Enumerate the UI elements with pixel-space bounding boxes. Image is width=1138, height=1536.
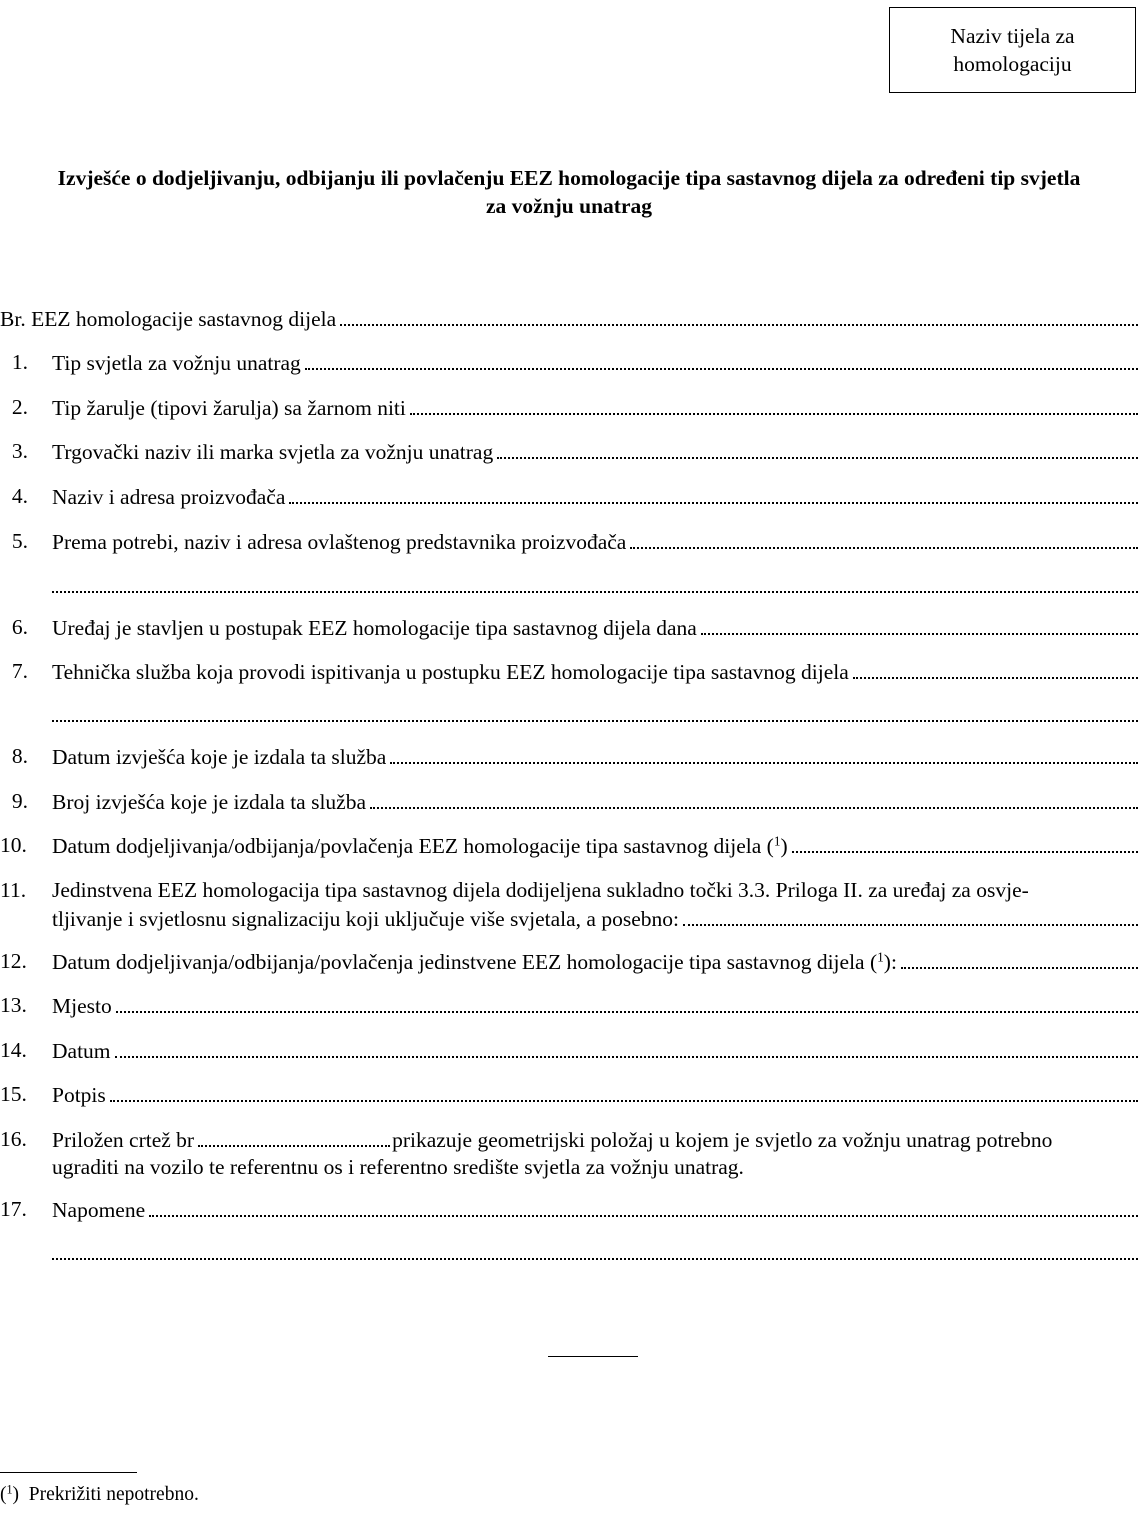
item-label: Datum dodjeljivanja/odbijanja/povlačenja EEZ homologacije tipa sastavnog dijela ($^1$) bbox=[52, 833, 788, 858]
item-number: 12. bbox=[0, 949, 27, 973]
remarks-field[interactable] bbox=[149, 1195, 1138, 1217]
approval-number-label: Br. EEZ homologacije sastavnog dijela bbox=[0, 307, 337, 331]
item-4-field[interactable] bbox=[289, 482, 1138, 504]
footnote-text: Prekrižiti nepotrebno. bbox=[28, 1484, 199, 1505]
item-17-continuation bbox=[0, 1238, 1138, 1266]
item-number: 6. bbox=[11, 615, 28, 639]
title-line2: za vožnju unatrag bbox=[485, 194, 653, 218]
item-number: 13. bbox=[0, 993, 27, 1017]
item-number: 15. bbox=[0, 1082, 27, 1106]
item-label: Napomene bbox=[52, 1198, 146, 1222]
item-1-field[interactable] bbox=[305, 348, 1138, 370]
item-label-before: Priložen crtež br bbox=[52, 1128, 195, 1152]
footnote-number: 1 bbox=[6, 1482, 13, 1497]
item-label: Naziv i adresa proizvođača bbox=[52, 485, 286, 509]
item-12-field[interactable] bbox=[901, 947, 1138, 969]
item-label: Datum dodjeljivanja/odbijanja/povlačenja jedinstvene EEZ homologacije tipa sastavnog dijela ($^1$): bbox=[52, 949, 897, 974]
item-number: 3. bbox=[11, 439, 28, 463]
item-2-field[interactable] bbox=[410, 393, 1138, 415]
drawing-number-field[interactable] bbox=[198, 1125, 390, 1147]
item-1 bbox=[0, 348, 1138, 376]
footnote-ref: 1 bbox=[773, 833, 781, 849]
item-number: 8. bbox=[11, 744, 28, 768]
item-label: Broj izvješća koje je izdala ta služba bbox=[52, 790, 367, 814]
item-number: 17. bbox=[0, 1197, 27, 1221]
item-label-line2: ugraditi na vozilo te referentnu os i referentno središte svjetla za vožnju unatrag. bbox=[52, 1155, 744, 1179]
item-label: Tip žarulje (tipovi žarulja) sa žarnom niti bbox=[52, 396, 406, 420]
end-separator bbox=[548, 1356, 638, 1357]
item-label: Tehnička služba koja provodi ispitivanja u postupku EEZ homologacije tipa sastavnog dijela bbox=[52, 660, 849, 684]
item-9-field[interactable] bbox=[370, 787, 1138, 809]
document-title bbox=[0, 164, 1138, 220]
item-15 bbox=[0, 1080, 1138, 1108]
authority-box-line2: homologaciju bbox=[953, 52, 1072, 76]
item-3-field[interactable] bbox=[497, 437, 1138, 459]
item-12 bbox=[0, 947, 1138, 975]
place-field[interactable] bbox=[116, 991, 1138, 1013]
item-number: 16. bbox=[0, 1127, 27, 1151]
item-label: Mjesto bbox=[52, 994, 112, 1018]
item-label-line1: Jedinstvena EEZ homologacija tipa sastavnog dijela dodijeljena sukladno točki 3.3. Priloga II. za uređaj za osvje- bbox=[52, 878, 1029, 902]
item-7-continuation bbox=[0, 700, 1138, 728]
item-label: Prema potrebi, naziv i adresa ovlaštenog predstavnika proizvođača bbox=[52, 530, 627, 554]
item-label-after: prikazuje geometrijski položaj u kojem je svjetlo za vožnju unatrag potrebno bbox=[392, 1128, 1053, 1152]
item-8-field[interactable] bbox=[390, 742, 1138, 764]
item-13 bbox=[0, 991, 1138, 1019]
item-number: 11. bbox=[0, 878, 27, 902]
item-17 bbox=[0, 1195, 1138, 1223]
footnote: ($^1$) Prekrižiti nepotrebno. bbox=[0, 1482, 199, 1505]
item-7-field[interactable] bbox=[853, 657, 1138, 679]
item-number: 4. bbox=[11, 484, 28, 508]
item-2 bbox=[0, 393, 1138, 421]
approval-authority-box bbox=[889, 7, 1136, 93]
item-number: 10. bbox=[0, 833, 27, 857]
item-label: Uređaj je stavljen u postupak EEZ homologacije tipa sastavnog dijela dana bbox=[52, 616, 697, 640]
footnote-ref: 1 bbox=[877, 949, 884, 965]
item-10 bbox=[0, 831, 1138, 859]
approval-number-field[interactable] bbox=[340, 304, 1138, 326]
remarks-field-continuation[interactable] bbox=[52, 1238, 1138, 1260]
item-10-field[interactable] bbox=[792, 831, 1138, 853]
item-label: Potpis bbox=[52, 1083, 106, 1107]
item-number: 7. bbox=[11, 659, 28, 683]
item-3 bbox=[0, 437, 1138, 465]
item-6 bbox=[0, 613, 1138, 641]
item-14 bbox=[0, 1036, 1138, 1064]
item-number: 9. bbox=[11, 789, 28, 813]
item-label: Tip svjetla za vožnju unatrag bbox=[52, 351, 301, 375]
item-label-line2: tljivanje i svjetlosnu signalizaciju koji uključuje više svjetala, a posebno: bbox=[52, 907, 679, 931]
title-line1: Izvješće o dodjeljivanju, odbijanju ili povlačenju EEZ homologacije tipa sastavnog dijela za određeni tip svjetla bbox=[57, 166, 1081, 190]
item-5 bbox=[0, 527, 1138, 555]
item-6-field[interactable] bbox=[701, 613, 1138, 635]
authority-box-line1: Naziv tijela za bbox=[950, 24, 1075, 48]
item-9 bbox=[0, 787, 1138, 815]
item-number: 2. bbox=[11, 395, 28, 419]
item-5-field[interactable] bbox=[630, 527, 1138, 549]
approval-number-row bbox=[0, 304, 1138, 332]
item-number: 14. bbox=[0, 1038, 27, 1062]
item-label: Datum bbox=[52, 1039, 111, 1063]
signature-field[interactable] bbox=[110, 1080, 1138, 1102]
item-8 bbox=[0, 742, 1138, 770]
item-number: 1. bbox=[11, 350, 28, 374]
footnote-separator bbox=[0, 1472, 137, 1473]
item-7-field-continuation[interactable] bbox=[52, 700, 1138, 722]
item-5-field-continuation[interactable] bbox=[52, 571, 1138, 593]
item-number: 5. bbox=[11, 529, 28, 553]
item-7 bbox=[0, 657, 1138, 685]
item-11-field[interactable] bbox=[683, 904, 1138, 926]
item-4 bbox=[0, 482, 1138, 510]
item-label: Trgovački naziv ili marka svjetla za vožnju unatrag bbox=[52, 440, 494, 464]
item-label: Datum izvješća koje je izdala ta služba bbox=[52, 745, 387, 769]
item-5-continuation bbox=[0, 571, 1138, 599]
date-field[interactable] bbox=[115, 1036, 1138, 1058]
